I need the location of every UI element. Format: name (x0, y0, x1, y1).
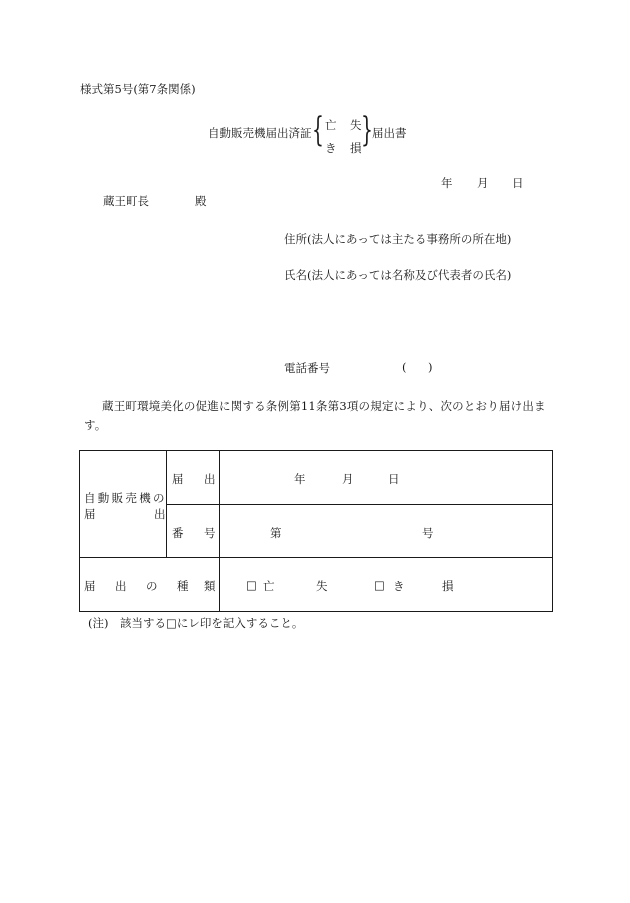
row1-year: 年 (294, 472, 306, 486)
title-option-loss-2: 失 (350, 118, 362, 132)
checkbox-damage[interactable]: □ (374, 578, 385, 592)
row3-label-char-3: の (146, 579, 158, 593)
form-reference: 様式第5号(第7条関係) (80, 82, 196, 96)
group-label-line-2b: 出 (154, 507, 166, 521)
row3-label-char-5: 類 (204, 579, 216, 593)
phone-paren-close: ) (428, 360, 433, 374)
footnote: (注) 該当する□にレ印を記入すること。 (88, 616, 304, 630)
phone-paren-open: ( (402, 360, 407, 374)
left-brace: { (312, 110, 324, 150)
row1-label-b: 出 (204, 472, 216, 486)
checkbox-loss-label-b: 失 (316, 579, 328, 593)
table-divider-h2 (80, 557, 552, 558)
row3-label-char-1: 届 (84, 579, 96, 593)
table-divider-h1 (166, 504, 552, 505)
title-prefix: 自動販売機届出済証 (208, 126, 312, 140)
row2-prefix: 第 (270, 526, 282, 540)
row2-label-b: 号 (204, 526, 216, 540)
title-option-damage-1: き (325, 141, 337, 155)
applicant-name-label: 氏名(法人にあっては名称及び代表者の氏名) (284, 268, 512, 282)
body-text: 蔵王町環境美化の促進に関する条例第11条第3項の規定により、次のとおり届け出ます。 (84, 399, 546, 432)
addressee-name: 蔵王町長 (103, 194, 149, 208)
row1-month: 月 (342, 472, 354, 486)
date-day-label: 日 (512, 176, 524, 190)
group-label-line-2a: 届 (84, 507, 96, 521)
table-divider-v2 (219, 451, 220, 611)
date-year-label: 年 (441, 176, 453, 190)
title-option-damage-2: 損 (350, 141, 362, 155)
title-suffix: 届出書 (372, 126, 407, 140)
checkbox-damage-label-a: き (393, 579, 405, 593)
applicant-address-label: 住所(法人にあっては主たる事務所の所在地) (284, 232, 512, 246)
row1-day: 日 (388, 472, 400, 486)
addressee-honorific: 殿 (195, 194, 207, 208)
applicant-phone-label: 電話番号 (284, 361, 330, 375)
row2-label-a: 番 (172, 526, 184, 540)
group-label-line-1: 自動販売機の (84, 491, 167, 505)
checkbox-damage-label-b: 損 (442, 579, 454, 593)
notification-table (79, 450, 553, 612)
checkbox-loss-label-a: 亡 (263, 579, 275, 593)
row3-label-char-2: 出 (115, 579, 127, 593)
row1-label-a: 届 (172, 472, 184, 486)
row3-label-char-4: 種 (177, 579, 189, 593)
title-option-loss-1: 亡 (325, 118, 337, 132)
date-month-label: 月 (477, 176, 489, 190)
row2-suffix: 号 (422, 526, 434, 540)
checkbox-loss[interactable]: □ (246, 578, 257, 592)
right-brace: } (361, 110, 373, 150)
